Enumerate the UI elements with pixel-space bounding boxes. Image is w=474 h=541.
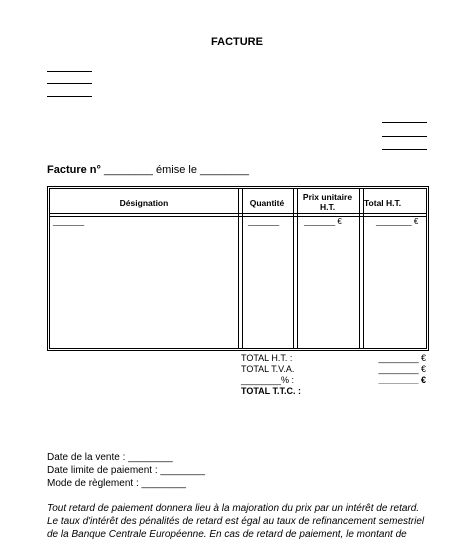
total-ht-label: TOTAL H.T. : (241, 353, 293, 363)
total-ttc-label: TOTAL T.T.C. : (241, 386, 301, 396)
total-ttc-value: ________ € (378, 375, 426, 385)
recipient-line-1 (382, 122, 427, 123)
total-tva-value: ________ € (378, 364, 426, 374)
header-quantity: Quantité (249, 198, 285, 208)
total-ht-value: ________ € (378, 353, 426, 363)
row-quantity-blank: _______ (248, 217, 280, 226)
sale-date: Date de la vente : ________ (47, 452, 173, 463)
header-unit-price: Prix unitaire H.T. (302, 192, 353, 212)
invoice-title: FACTURE (211, 36, 263, 48)
column-divider-2 (293, 189, 298, 348)
tva-rate-label: ________% : (241, 375, 295, 385)
items-table (47, 186, 429, 351)
sender-line-1 (47, 71, 92, 72)
recipient-line-2 (382, 136, 427, 137)
header-designation: Désignation (119, 198, 169, 208)
recipient-line-3 (382, 149, 427, 150)
payment-deadline: Date limite de paiement : ________ (47, 465, 205, 476)
header-total-ht: Total H.T. (364, 198, 402, 208)
row-designation-blank: _______ (53, 217, 85, 226)
invoice-number-line (47, 164, 249, 176)
invoice-number-label: Facture n° (47, 164, 101, 176)
total-tva-label: TOTAL T.V.A. (241, 364, 295, 374)
sender-line-3 (47, 96, 92, 97)
late-payment-notice: Tout retard de paiement donnera lieu à la majoration du prix par un intérêt de retard. Le taux d'intérêt des pénalités de retard est égal au taux de refinancement semestriel de la Banque Centrale Européenne. En cas de retard de paiement, le montant de (47, 503, 425, 540)
row-total-blank: ________ € (376, 217, 419, 226)
column-divider-3 (359, 189, 364, 348)
payment-method: Mode de règlement : ________ (47, 478, 186, 489)
column-divider-1 (238, 189, 243, 348)
sender-line-2 (47, 83, 92, 84)
row-unit-price-blank: _______ € (304, 217, 342, 226)
issued-label: émise le (156, 164, 197, 176)
issued-date-blank: ________ (200, 164, 249, 176)
invoice-number-blank: ________ (103, 164, 153, 176)
